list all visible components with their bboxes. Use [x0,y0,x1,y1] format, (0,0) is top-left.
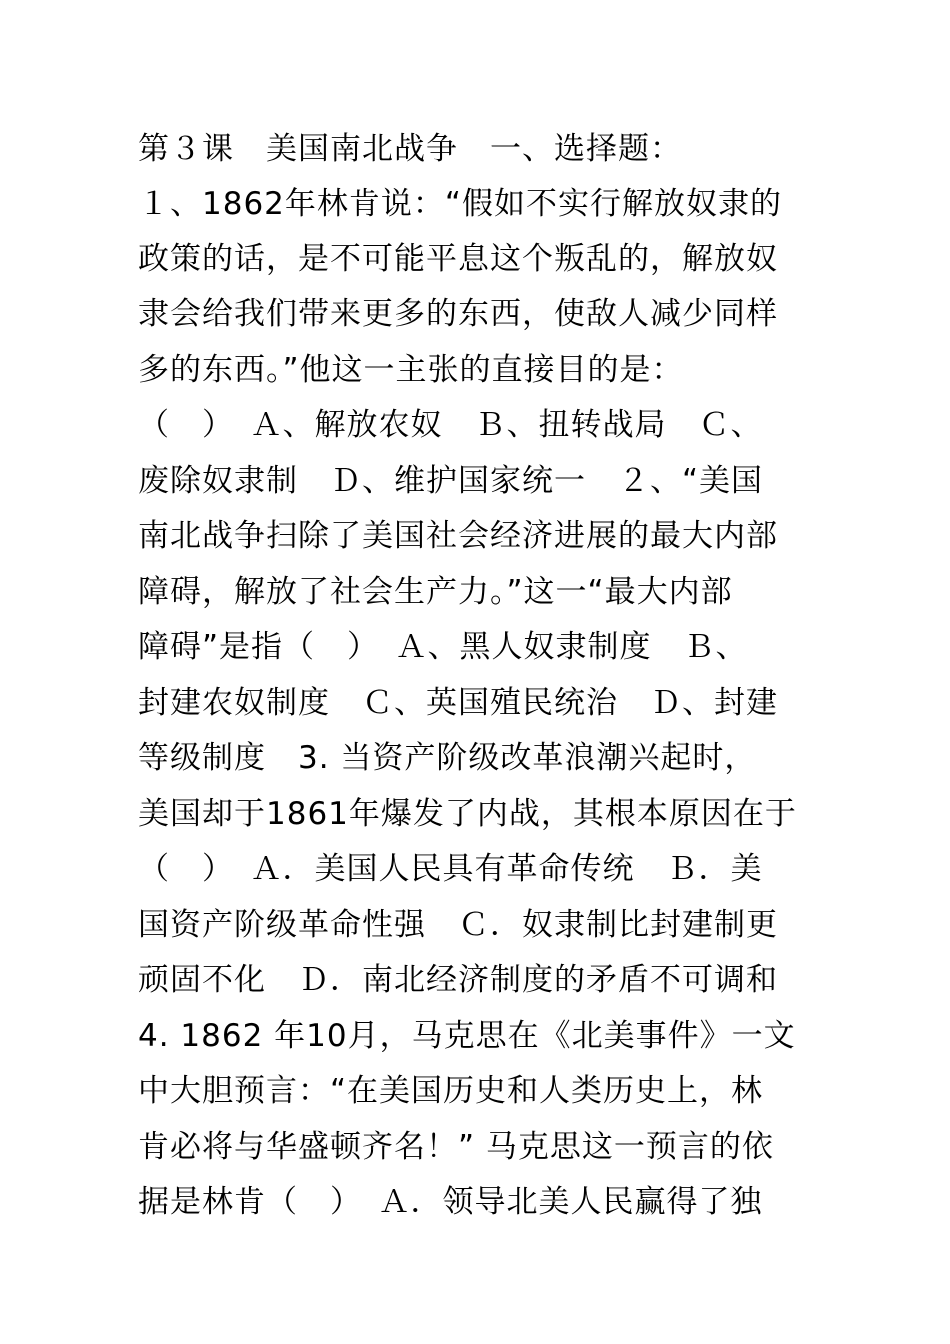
text-line: 政策的话，是不可能平息这个叛乱的，解放奴 [138,241,778,277]
text-line: 美国却于1861年爆发了内战，其根本原因在于 [138,796,797,832]
text-line: 肯必将与华盛顿齐名！” 马克思这一预言的依 [138,1129,774,1165]
text-line: １、1862年林肯说：“假如不实行解放奴隶的 [138,186,782,222]
text-line: 隶会给我们带来更多的东西，使敌人减少同样 [138,296,778,332]
text-line: 南北战争扫除了美国社会经济进展的最大内部 [138,518,778,554]
text-line: 多的东西。”他这一主张的直接目的是： [138,352,684,388]
text-line: 4. 1862 年10月，马克思在《北美事件》一文 [138,1018,796,1054]
text-line: 等级制度 3. 当资产阶级改革浪潮兴起时， [138,740,757,776]
text-line: （ ） Ａ、解放农奴 Ｂ、扭转战局 Ｃ、 [138,407,763,443]
text-line: 第３课 美国南北战争 一、选择题： [138,131,682,167]
text-line: 中大胆预言：“在美国历史和人类历史上，林 [138,1073,764,1109]
text-line: 据是林肯（ ） Ａ．领导北美人民赢得了独 [138,1184,763,1220]
text-line: 国资产阶级革命性强 Ｃ．奴隶制比封建制更 [138,907,778,943]
text-line: 顽固不化 Ｄ．南北经济制度的矛盾不可调和 [138,962,778,998]
text-line: 封建农奴制度 Ｃ、英国殖民统治 Ｄ、封建 [138,685,778,721]
text-line: 废除奴隶制 Ｄ、维护国家统一 ２、“美国 [138,463,764,499]
text-line: 障碍”是指（ ） Ａ、黑人奴隶制度 Ｂ、 [138,629,748,665]
text-line: （ ） Ａ．美国人民具有革命传统 Ｂ．美 [138,851,763,887]
text-line: 障碍，解放了社会生产力。”这一“最大内部 [138,574,733,610]
